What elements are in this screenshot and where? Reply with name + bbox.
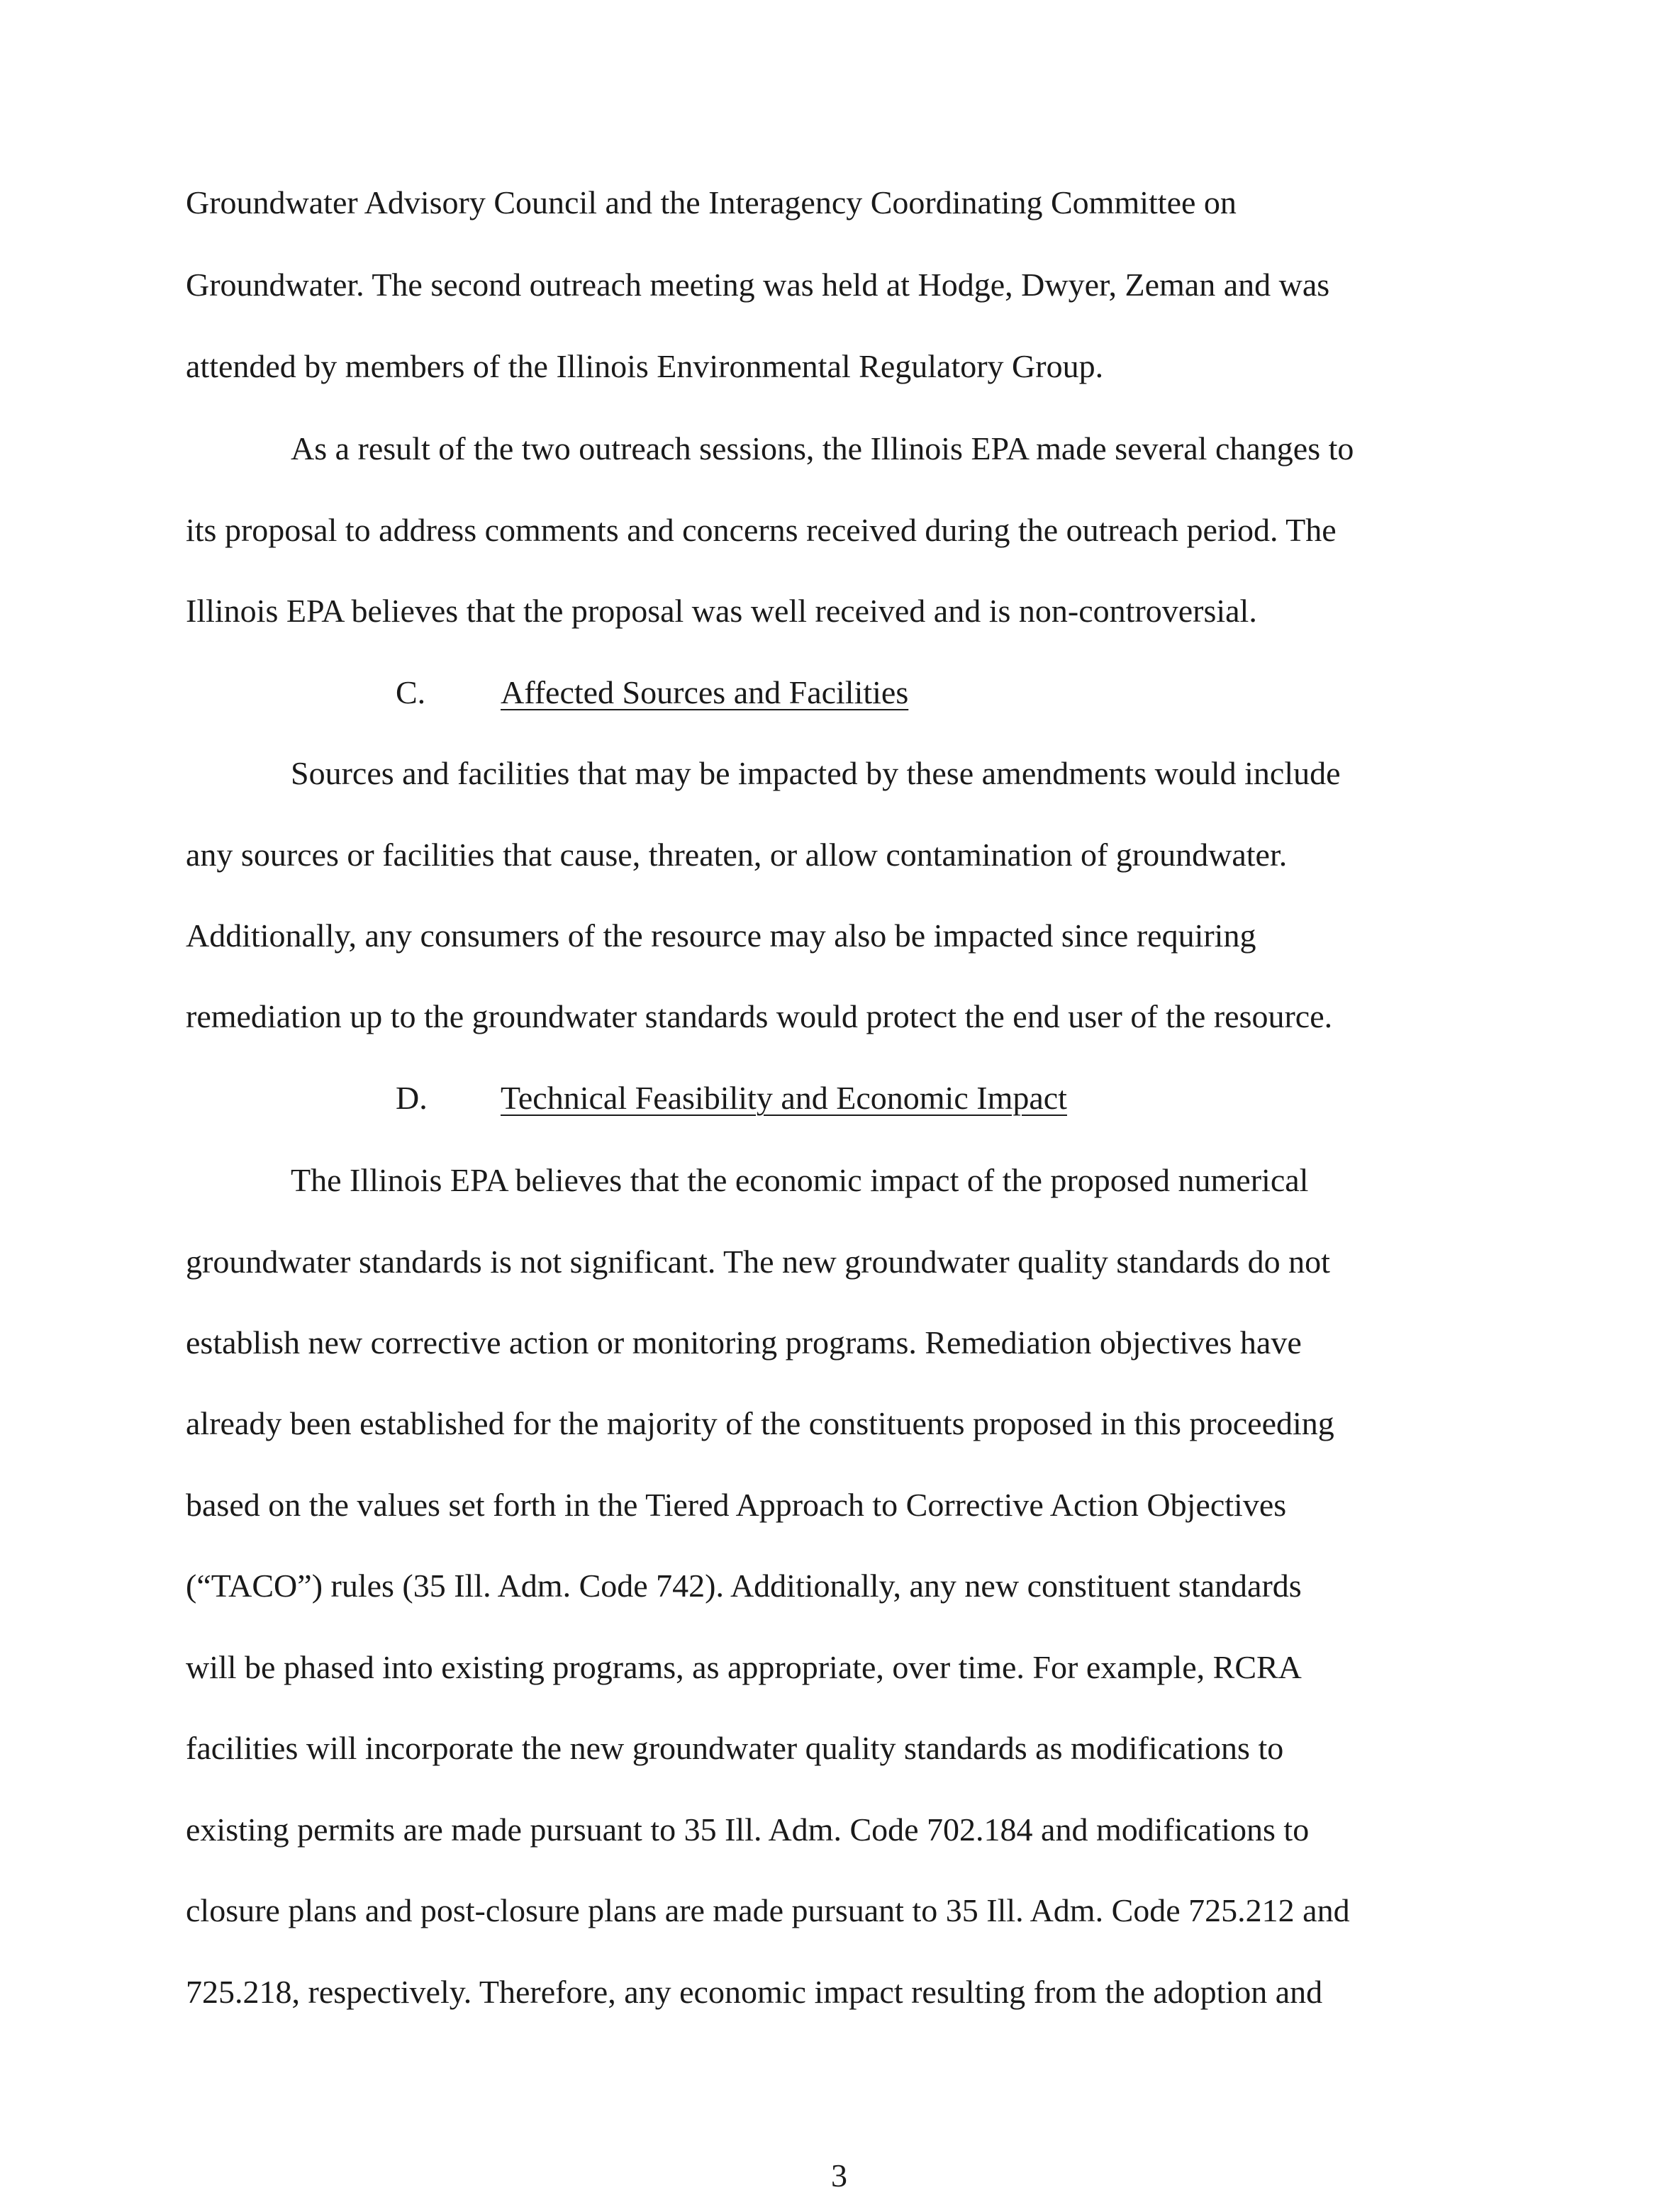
page-number: 3: [831, 2157, 847, 2194]
paragraph-start: Sources and facilities that may be impacted by these amendments would include: [291, 755, 1341, 791]
text-line: any sources or facilities that cause, threaten, or allow contamination of groundwater.: [186, 837, 1288, 873]
paragraph-start: As a result of the two outreach sessions, the Illinois EPA made several changes to: [291, 430, 1354, 467]
text-line: Illinois EPA believes that the proposal was well received and is non-controversial.: [186, 593, 1257, 629]
text-line: Additionally, any consumers of the resource may also be impacted since requiring: [186, 917, 1256, 954]
text-line: Groundwater. The second outreach meeting was held at Hodge, Dwyer, Zeman and was: [186, 267, 1330, 303]
section-d-heading: Technical Feasibility and Economic Impact: [501, 1080, 1067, 1116]
text-line: closure plans and post-closure plans are made pursuant to 35 Ill. Adm. Code 725.212 and: [186, 1892, 1350, 1928]
text-line: facilities will incorporate the new groundwater quality standards as modifications to: [186, 1730, 1284, 1766]
text-line: Groundwater Advisory Council and the Interagency Coordinating Committee on: [186, 184, 1237, 220]
text-line: remediation up to the groundwater standards would protect the end user of the resource.: [186, 998, 1333, 1034]
paragraph-start: The Illinois EPA believes that the economic impact of the proposed numerical: [291, 1162, 1309, 1198]
text-line: (“TACO”) rules (35 Ill. Adm. Code 742). Additionally, any new constituent standards: [186, 1568, 1302, 1604]
section-d-letter: D.: [396, 1080, 428, 1116]
text-line: 725.218, respectively. Therefore, any economic impact resulting from the adoption and: [186, 1974, 1323, 2010]
text-line: establish new corrective action or monitoring programs. Remediation objectives have: [186, 1324, 1302, 1361]
section-c-heading: Affected Sources and Facilities: [501, 674, 909, 710]
text-line: its proposal to address comments and concerns received during the outreach period. The: [186, 512, 1337, 548]
text-line: existing permits are made pursuant to 35 Ill. Adm. Code 702.184 and modifications to: [186, 1811, 1310, 1848]
section-c-letter: C.: [396, 674, 426, 710]
text-line: based on the values set forth in the Tiered Approach to Corrective Action Objectives: [186, 1487, 1287, 1523]
text-line: already been established for the majority of the constituents proposed in this proceeding: [186, 1405, 1334, 1441]
text-line: will be phased into existing programs, as appropriate, over time. For example, RCRA: [186, 1649, 1302, 1685]
text-line: groundwater standards is not significant. The new groundwater quality standards do not: [186, 1244, 1330, 1280]
text-line: attended by members of the Illinois Environmental Regulatory Group.: [186, 348, 1104, 384]
